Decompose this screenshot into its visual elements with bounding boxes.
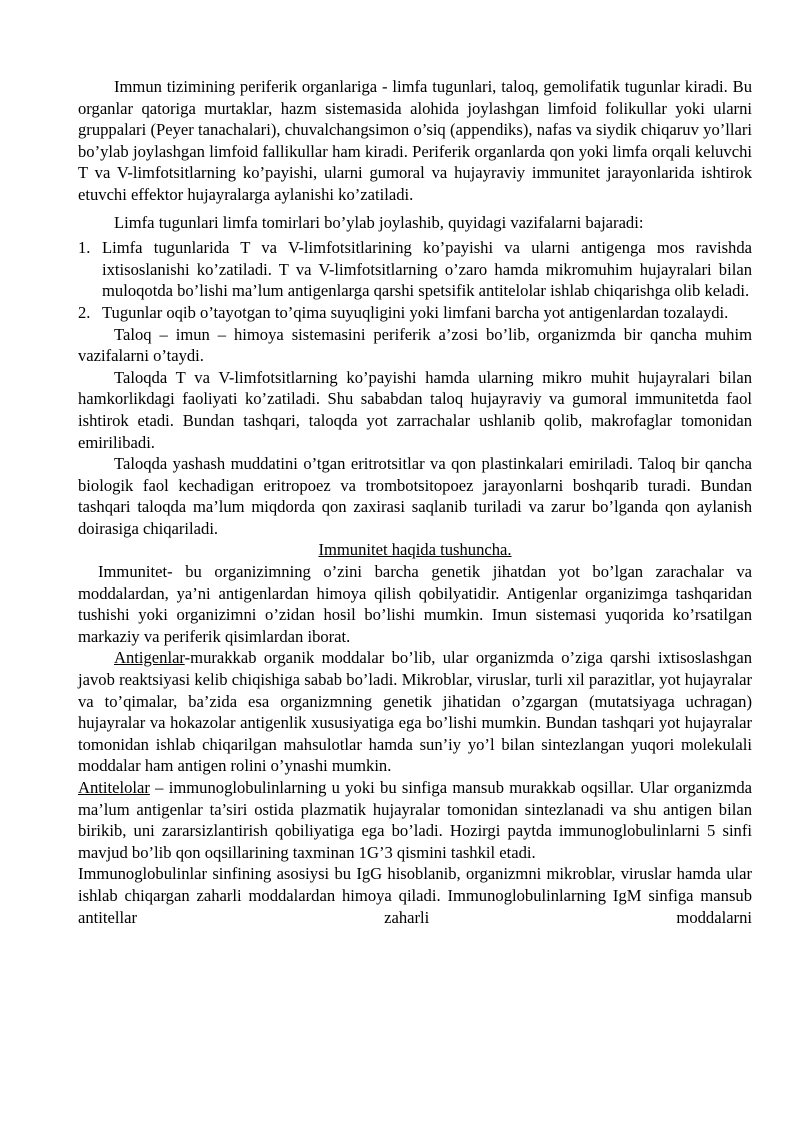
antigens-definition: -murakkab organik moddalar bo’lib, ular organizmda o’ziga qarshi ixtisoslashgan javob reaktsiyasi kelib chiqishiga sabab bo’ladi. Mikroblar, viruslar, turli xil parazitlar, yot hujayralar va to’qimalar, ba’zida esa organizmning genetik jihatidan o’zgargan (mutatsiyaga uchragan) hujayralar va hokazolar antigenlik xususiyatiga ega bo’lishi mumkin. Bundan tashqari yot hujayralar tomonidan ishlab chiqarilgan mahsulotlar hamda sun’iy yo’l bilan sintezlangan yuqori molekulali moddalar ham antigen rolini o’ynashi mumkin. — [78, 648, 752, 776]
paragraph-immunity-definition: Immunitet- bu organizimning o’zini barcha genetik jihatdan yot bo’lgan zarachalar va moddalardan, ya’ni antigenlardan himoya qilish qobilyatidir. Antigenlar organizimga tashqaridan tushishi yoki organizimni o’zidan hosil bo’lishi mumkin. Imun sistemasi yuqorida ko’rsatilgan markaziy va periferik qisimlardan iborat. — [78, 562, 752, 646]
paragraph-antigens — [78, 647, 752, 777]
antibodies-definition: – immunoglobulinlarning u yoki bu sinfiga mansub murakkab oqsillar. Ular organizmda ma’lum antigenlar ta’siri ostida plazmatik hujayralar tomonidan sintezlanadi va shu antigen bilan birikib, uni zararsizlantirish qobiliyatiga ega bo’ladi. Hozirgi paytda immunoglobulinlarni 5 sinfi mavjud bo’lib qon oqsillarining taxminan 1G’3 qismini tashkil etadi. — [78, 778, 752, 862]
paragraph-peripheral-organs: Immun tizimining periferik organlariga - limfa tugunlari, taloq, gemolifatik tugunlar kiradi. Bu organlar qatoriga murtaklar, hazm sistemasida alohida joylashgan limfoid folikullar yoki ularni gruppalari (Peyer tanachalari), chuvalchangsimon o’siq (appendiks), nafas va siydik chiqaruv yo’llari bo’ylab joylashgan limfoid fallikullar ham kiradi. Periferik organlarda qon yoki limfa orqali keluvchi T va V-limfotsitlarning ko’payishi, ularni gumoral va hujayraviy immunitet jarayonlarida ishtirok etuvchi effektor hujayralarga aylanishi ko’zatiladi. — [78, 77, 752, 204]
paragraph-spleen-intro: Taloq – imun – himoya sistemasini periferik a’zosi bo’lib, organizmda bir qancha muhim vazifalarni o’taydi. — [78, 324, 752, 366]
list-item-number: 1. — [78, 238, 91, 258]
list-item — [78, 237, 752, 302]
lymph-node-functions-list — [78, 237, 752, 323]
paragraph-lymph-nodes-intro: Limfa tugunlari limfa tomirlari bo’ylab joylashib, quyidagi vazifalarni bajaradi: — [114, 212, 644, 232]
paragraph-spleen-erythrocytes: Taloqda yashash muddatini o’tgan eritrotsitlar va qon plastinkalari emiriladi. Taloq bir qancha biologik faol kechadigan eritropoez va trombotsitopoez jarayonlarni boshqarib turadi. Bundan tashqari taloqda ma’lum miqdorda qon zaxirasi saqlanib turiladi va zarur bo’lganda qon aylanish doirasiga chiqariladi. — [78, 454, 752, 538]
section-heading: Immunitet haqida tushuncha. — [318, 540, 512, 560]
antibodies-term: Antitelolar — [78, 778, 150, 797]
antigens-term: Antigenlar — [114, 648, 185, 668]
list-item-text: Limfa tugunlarida T va V-limfotsitlarining ko’payishi va ularni antigenga mos ravishda ixtisoslanishi ko’zatiladi. T va V-limfotsitlarning o’zaro hamda mikromuhim hujayralari bilan muloqotda bo’lishi ma’lum antigenlarga qarshi spetsifik antitelolar ishlab chiqarishga olib keladi. — [102, 238, 752, 301]
paragraph-antibodies — [78, 777, 752, 863]
paragraph-immunoglobulin-classes: Immunoglobulinlar sinfining asosiysi bu IgG hisoblanib, organizmni mikroblar, viruslar hamda ular ishlab chiqargan zaharli moddalardan himoya qiladi. Immunoglobulinlarning IgM sinfiga mansub antitellar zaharli moddalarni — [78, 864, 752, 927]
list-item — [78, 302, 752, 324]
list-item-text: Tugunlar oqib o’tayotgan to’qima suyuqligini yoki limfani barcha yot antigenlardan tozalaydi. — [102, 302, 729, 322]
list-item-number: 2. — [78, 302, 91, 322]
paragraph-spleen-lymphocytes: Taloqda T va V-limfotsitlarning ko’payishi hamda ularning mikro muhit hujayralari bilan hamkorlikdagi faoliyati ko’zatiladi. Shu sababdan taloq hujayraviy va gumoral immunitetda faol ishtirok etadi. Bundan tashqari, taloqda yot zarrachalar ushlanib qolib, makrofaglar tomonidan emirilibadi. — [78, 367, 752, 452]
